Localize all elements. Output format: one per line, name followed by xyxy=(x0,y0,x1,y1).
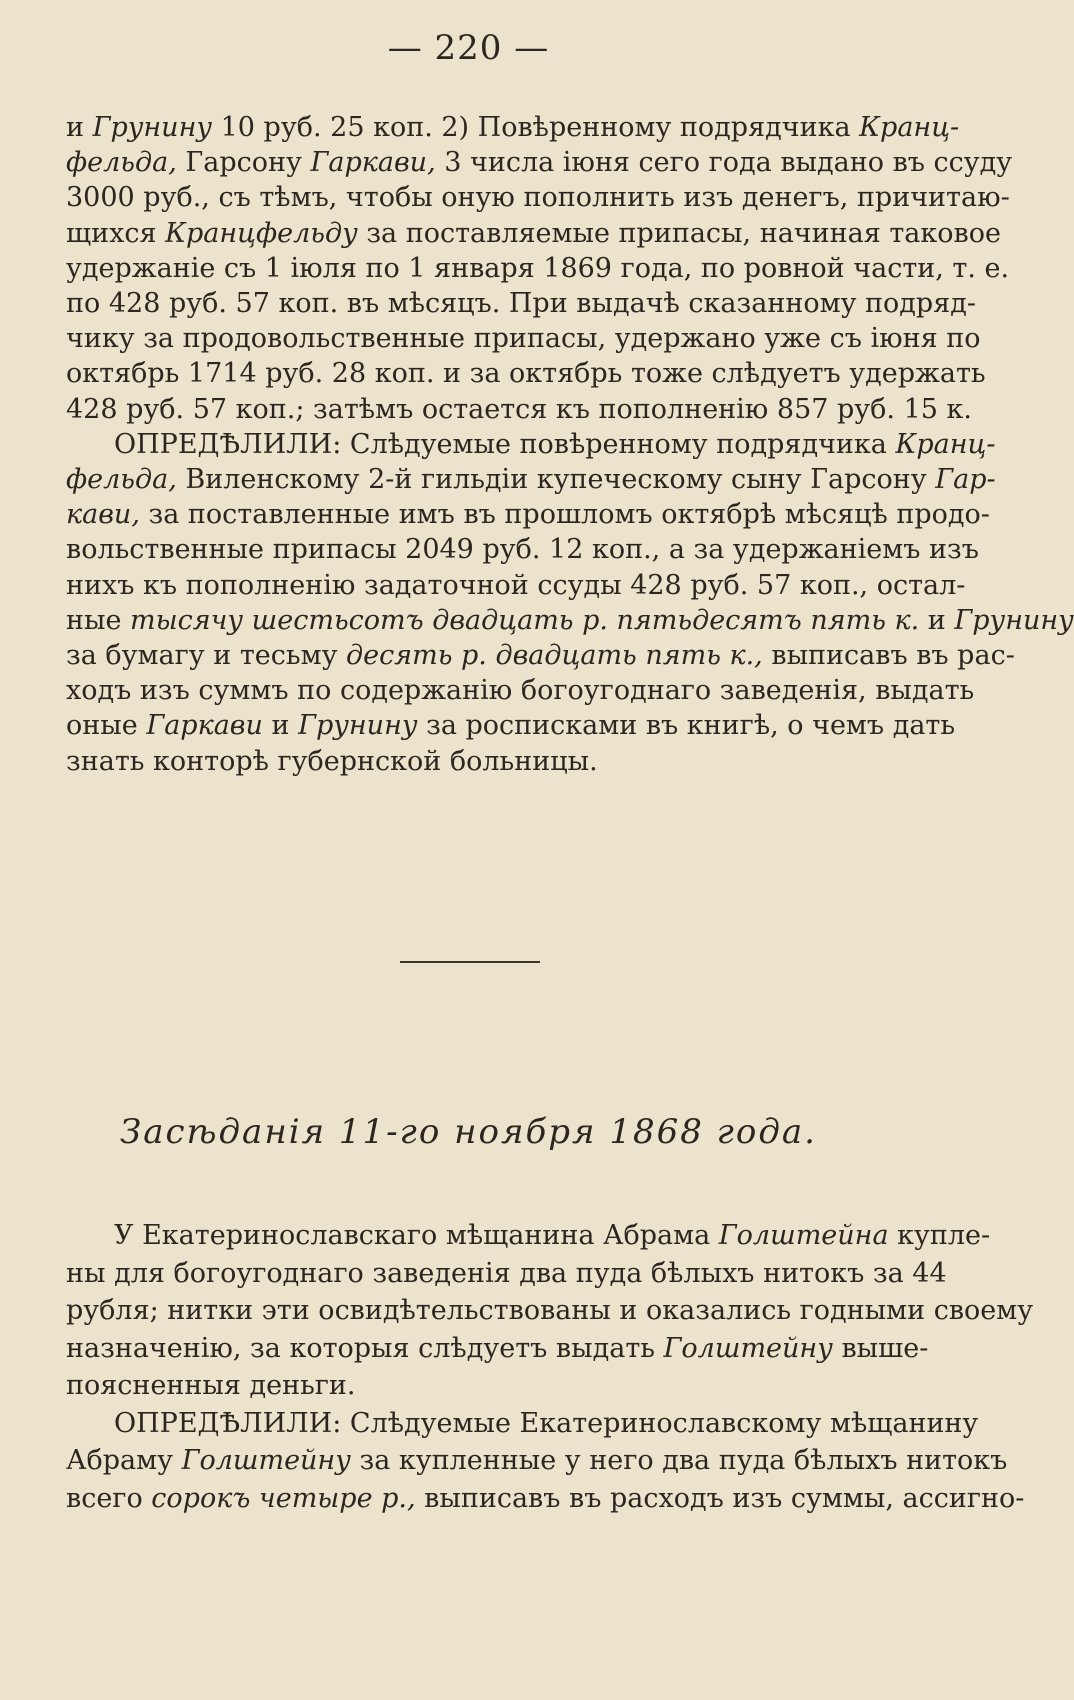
text-run: знать конторѣ губернской больницы. xyxy=(66,745,598,777)
text-line xyxy=(66,568,966,604)
text-run: щихся xyxy=(66,217,166,249)
text-run: удержаніе съ 1 іюля по 1 января 1869 года, по ровной части, т. е. xyxy=(66,252,1010,284)
text-run: ОПРЕДѢЛИЛИ: Слѣдуемые Екатеринославскому мѣщанину xyxy=(114,1407,979,1439)
text-line xyxy=(114,1218,991,1254)
text-line xyxy=(66,462,996,498)
text-run: выписавъ въ рас- xyxy=(762,640,1015,671)
text-run: нихъ къ пополненію задаточной ссуды 428 руб. 57 коп., остал- xyxy=(66,569,966,601)
text-line xyxy=(66,1481,1025,1517)
italic-name: сорокъ четыре р., xyxy=(151,1482,416,1514)
italic-name: Грунину xyxy=(92,112,213,143)
text-run: ходъ изъ суммъ по содержанію богоугоднаго заведенія, выдать xyxy=(66,675,975,707)
text-line xyxy=(66,1256,947,1292)
text-run: рубля; нитки эти освидѣтельствованы и оказались годными своему xyxy=(66,1295,1034,1326)
italic-name: Кранц- xyxy=(859,112,960,143)
text-line xyxy=(66,1443,1008,1479)
text-run: поясненныя деньги. xyxy=(66,1370,356,1401)
text-line xyxy=(66,251,1010,287)
text-run: чику за продовольственные припасы, удержано уже съ іюня по xyxy=(66,323,981,355)
italic-name: кави, xyxy=(66,499,140,531)
text-run: У Екатеринославскаго мѣщанина Абрама xyxy=(114,1220,719,1251)
text-run: оные xyxy=(66,710,147,742)
text-run: за поставляемые припасы, начиная таковое xyxy=(357,217,1001,249)
text-run: вольственные припасы 2049 руб. 12 коп., а за удержаніемъ изъ xyxy=(66,534,979,566)
text-line xyxy=(66,603,1074,639)
text-run: и xyxy=(262,710,299,742)
italic-name: Кранцфельду xyxy=(165,217,358,249)
text-run: выписавъ въ расходъ изъ суммы, ассигно- xyxy=(415,1482,1025,1514)
italic-name: десять р. двадцать пять к., xyxy=(346,640,763,671)
italic-name: Грунину xyxy=(298,710,418,742)
text-run: за поставленные имъ въ прошломъ октябрѣ мѣсяцѣ продо- xyxy=(139,499,990,531)
text-run: Виленскому 2-й гильдіи купеческому сыну Гарсону xyxy=(176,464,936,495)
text-line xyxy=(66,497,990,533)
text-line xyxy=(66,216,1001,252)
text-run: назначенію, за которыя слѣдуетъ выдать xyxy=(66,1332,664,1364)
text-run: за купленные у него два пуда бѣлыхъ нитокъ xyxy=(350,1445,1008,1476)
italic-name: тысячу шестьсотъ двадцать р. пятьдесятъ пять к. xyxy=(130,604,920,636)
text-run: 10 руб. 25 коп. 2) Повѣренному подрядчика xyxy=(212,112,860,143)
text-line xyxy=(66,708,956,744)
text-line xyxy=(114,427,996,463)
text-line xyxy=(66,356,986,392)
text-run: и xyxy=(66,112,93,143)
text-line xyxy=(66,744,918,780)
text-run: купле- xyxy=(888,1220,991,1251)
italic-name: фельда, xyxy=(66,147,177,179)
text-line xyxy=(66,110,960,146)
text-run: ны для богоугоднаго заведенія два пуда бѣлыхъ нитокъ за 44 xyxy=(66,1257,947,1289)
italic-name: Гаркави, xyxy=(310,147,436,179)
text-line xyxy=(66,638,1015,674)
text-run: Гарсону xyxy=(176,147,311,179)
text-run: за бумагу и тесьму xyxy=(66,640,347,671)
text-line xyxy=(66,286,976,322)
text-line xyxy=(66,145,1013,181)
text-line xyxy=(66,180,1010,216)
text-run: за росписками въ книгѣ, о чемъ дать xyxy=(417,710,956,742)
text-run: и xyxy=(919,604,955,636)
text-line xyxy=(66,1368,918,1404)
italic-name: Голштейну xyxy=(663,1332,833,1364)
text-line xyxy=(66,673,975,709)
italic-name: Голштейна xyxy=(718,1220,889,1251)
text-run: ные xyxy=(66,604,131,636)
italic-name: Гар- xyxy=(935,464,996,495)
text-run: ОПРЕДѢЛИЛИ: Слѣдуемые повѣренному подрядчика xyxy=(114,428,896,460)
text-run: октябрь 1714 руб. 28 коп. и за октябрь тоже слѣдуетъ удержать xyxy=(66,358,986,390)
text-run: выше- xyxy=(832,1332,929,1364)
text-line xyxy=(66,321,981,357)
text-run: 3000 руб., съ тѣмъ, чтобы оную пополнить изъ денегъ, причитаю- xyxy=(66,182,1010,214)
text-line xyxy=(114,1406,979,1442)
text-line xyxy=(66,1293,1034,1329)
text-run: по 428 руб. 57 коп. въ мѣсяцъ. При выдачѣ сказанному подряд- xyxy=(66,288,976,319)
text-line xyxy=(66,1331,929,1367)
text-run: всего xyxy=(66,1482,152,1514)
page-number: — 220 — xyxy=(387,28,550,68)
text-run: 428 руб. 57 коп.; затѣмъ остается къ пополненію 857 руб. 15 к. xyxy=(66,393,972,425)
italic-name: Кранц- xyxy=(895,428,996,460)
italic-name: фельда, xyxy=(66,464,177,495)
italic-name: Грунину xyxy=(954,604,1074,636)
text-run: Абраму xyxy=(66,1445,182,1476)
session-heading: Засѣданія 11-го ноября 1868 года. xyxy=(120,1112,817,1152)
text-line xyxy=(66,532,979,568)
text-line xyxy=(66,392,972,428)
italic-name: Гаркави xyxy=(146,710,263,742)
section-divider xyxy=(400,961,540,963)
text-run: 3 числа іюня сего года выдано въ ссуду xyxy=(435,147,1013,179)
italic-name: Голштейну xyxy=(181,1445,351,1476)
